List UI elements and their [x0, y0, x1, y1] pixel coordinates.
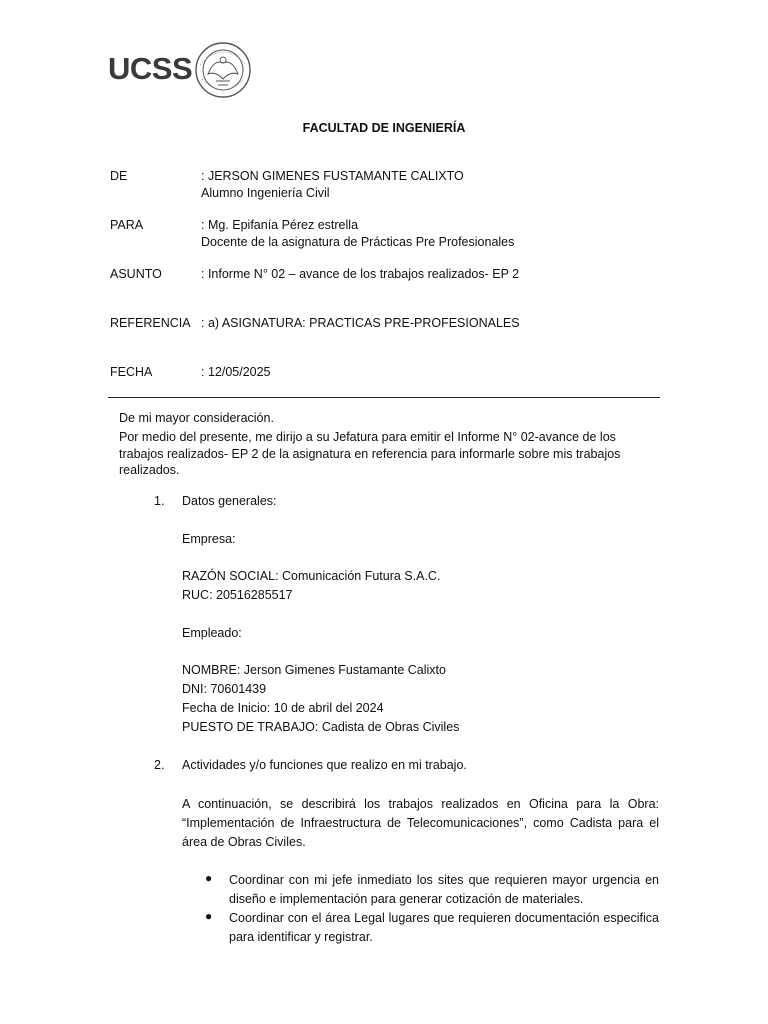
fecha-value: : 12/05/2025 [201, 365, 271, 379]
asunto-label: ASUNTO [110, 267, 162, 281]
empleado-label: Empleado: [182, 626, 242, 640]
section-2-paragraph: A continuación, se describirá los trabajos realizados en Oficina para la Obra: “Implementación de Infraestructura de Telecomunicaciones”, como Cadista para el área de Obras Civiles. [182, 797, 659, 849]
header-divider [108, 397, 660, 398]
section-2-number: 2. [154, 758, 165, 772]
section-1-number: 1. [154, 494, 165, 508]
list-item: Coordinar con el área Legal lugares que requieren documentación especifica para identificar y registrar. [229, 911, 659, 944]
greeting: De mi mayor consideración. [119, 411, 274, 425]
section-1-title: Datos generales: [182, 494, 277, 508]
dni: DNI: 70601439 [182, 682, 267, 696]
bullet-icon: ● [205, 871, 213, 885]
para-label: PARA [110, 218, 144, 232]
asunto-value: : Informe N° 02 – avance de los trabajos realizados- EP 2 [201, 267, 520, 281]
list-item: Coordinar con mi jefe inmediato los sites que requieren mayor urgencia en diseño e implementación para generar cotización de materiales. [229, 873, 659, 906]
referencia-value: : a) ASIGNATURA: PRACTICAS PRE-PROFESIONALES [201, 316, 520, 330]
fecha-inicio: Fecha de Inicio: 10 de abril del 2024 [182, 701, 384, 715]
referencia-label: REFERENCIA [110, 316, 191, 330]
faculty-title: FACULTAD DE INGENIERÍA [302, 121, 466, 135]
university-seal-icon [194, 41, 252, 99]
de-role: Alumno Ingeniería Civil [201, 186, 330, 200]
de-value: : JERSON GIMENES FUSTAMANTE CALIXTO [201, 169, 464, 183]
logo-wordmark: UCSS [108, 50, 193, 86]
puesto: PUESTO DE TRABAJO: Cadista de Obras Civiles [182, 720, 460, 734]
ucss-logo [108, 40, 252, 100]
nombre: NOMBRE: Jerson Gimenes Fustamante Calixto [182, 663, 446, 677]
para-role: Docente de la asignatura de Prácticas Pre Profesionales [201, 235, 515, 249]
section-2-title: Actividades y/o funciones que realizo en mi trabajo. [182, 758, 467, 772]
bullet-icon: ● [205, 909, 213, 923]
para-value: : Mg. Epifanía Pérez estrella [201, 218, 359, 232]
empresa-label: Empresa: [182, 532, 236, 546]
de-label: DE [110, 169, 128, 183]
razon-social: RAZÓN SOCIAL: Comunicación Futura S.A.C. [182, 569, 441, 583]
fecha-label: FECHA [110, 365, 153, 379]
intro-paragraph: Por medio del presente, me dirijo a su Jefatura para emitir el Informe N° 02-avance de los trabajos realizados- EP 2 de la asignatura en referencia para informarle sobre mis trabajos realizados. [119, 430, 621, 477]
ruc: RUC: 20516285517 [182, 588, 293, 602]
